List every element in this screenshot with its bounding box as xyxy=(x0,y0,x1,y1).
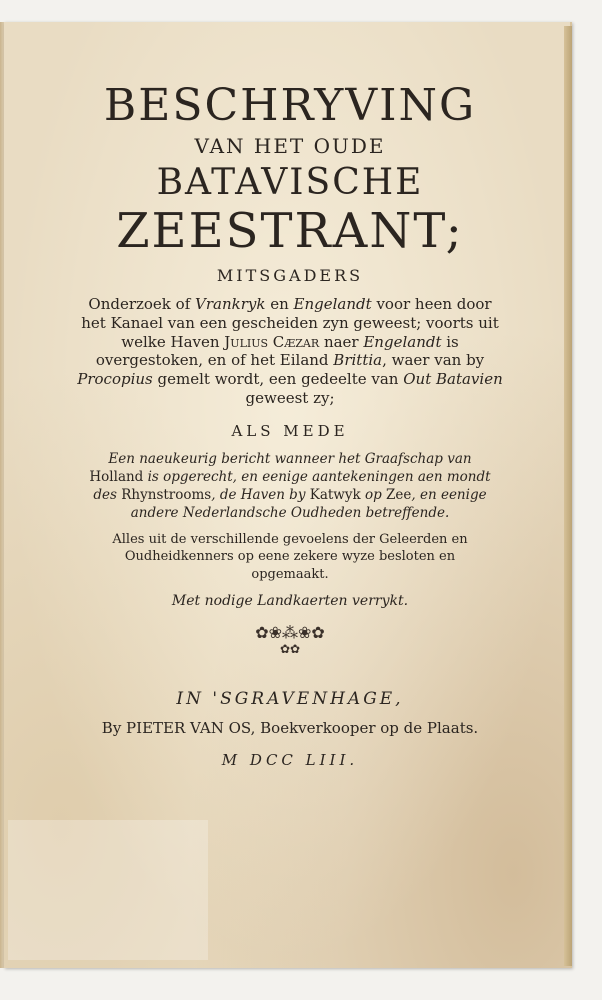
als-mede-heading: ALS MEDE xyxy=(231,421,349,440)
subtitle-paragraph-1: Onderzoek of Vrankryk en Engelandt voor heen door het Kanael van een gescheiden zyn geweest; voorts uit welke Haven Julius Cæzar naer Engelandt is overgestoken, en of het Eiland Brittia, waer van by Procopius gemelt wordt, een gedeelte van Out Batavien geweest zy; xyxy=(77,295,503,407)
title-page-text xyxy=(30,70,550,769)
page-edge xyxy=(564,26,572,966)
imprint-publisher: By PIETER VAN OS, Boekverkooper op de Plaats. xyxy=(101,719,479,738)
maps-note: Met nodige Landkaerten verrykt. xyxy=(171,593,409,610)
title-line-5: MITSGADERS xyxy=(216,266,364,286)
title-line-4: ZEESTRANT; xyxy=(116,202,464,259)
printer-ornament-icon: ✿❀⁂❀✿ xyxy=(255,623,325,643)
title-line-2: VAN HET OUDE xyxy=(194,134,386,158)
title-line-3: BATAVISCHE xyxy=(156,162,424,203)
printer-ornament-small-icon: ✿✿ xyxy=(279,642,301,657)
paper-stain xyxy=(8,820,208,960)
title-main: BESCHRYVING xyxy=(103,80,477,131)
subtitle-paragraph-2: Een naeukeurig bericht wanneer het Graafschap van Holland is opgerecht, en eenige aantekeningen aen mondt des Rhynstrooms, de Haven by Katwyk op Zee, en eenige andere Nederlandsche Oudheden betreffende. xyxy=(89,450,491,522)
imprint-place: IN 'SGRAVENHAGE, xyxy=(176,689,404,710)
subtitle-paragraph-3: Alles uit de verschillende gevoelens der Geleerden en Oudheidkenners op eene zekere wyze besloten en opgemaakt. xyxy=(112,531,468,582)
imprint-year: M DCC LIII. xyxy=(221,750,359,769)
